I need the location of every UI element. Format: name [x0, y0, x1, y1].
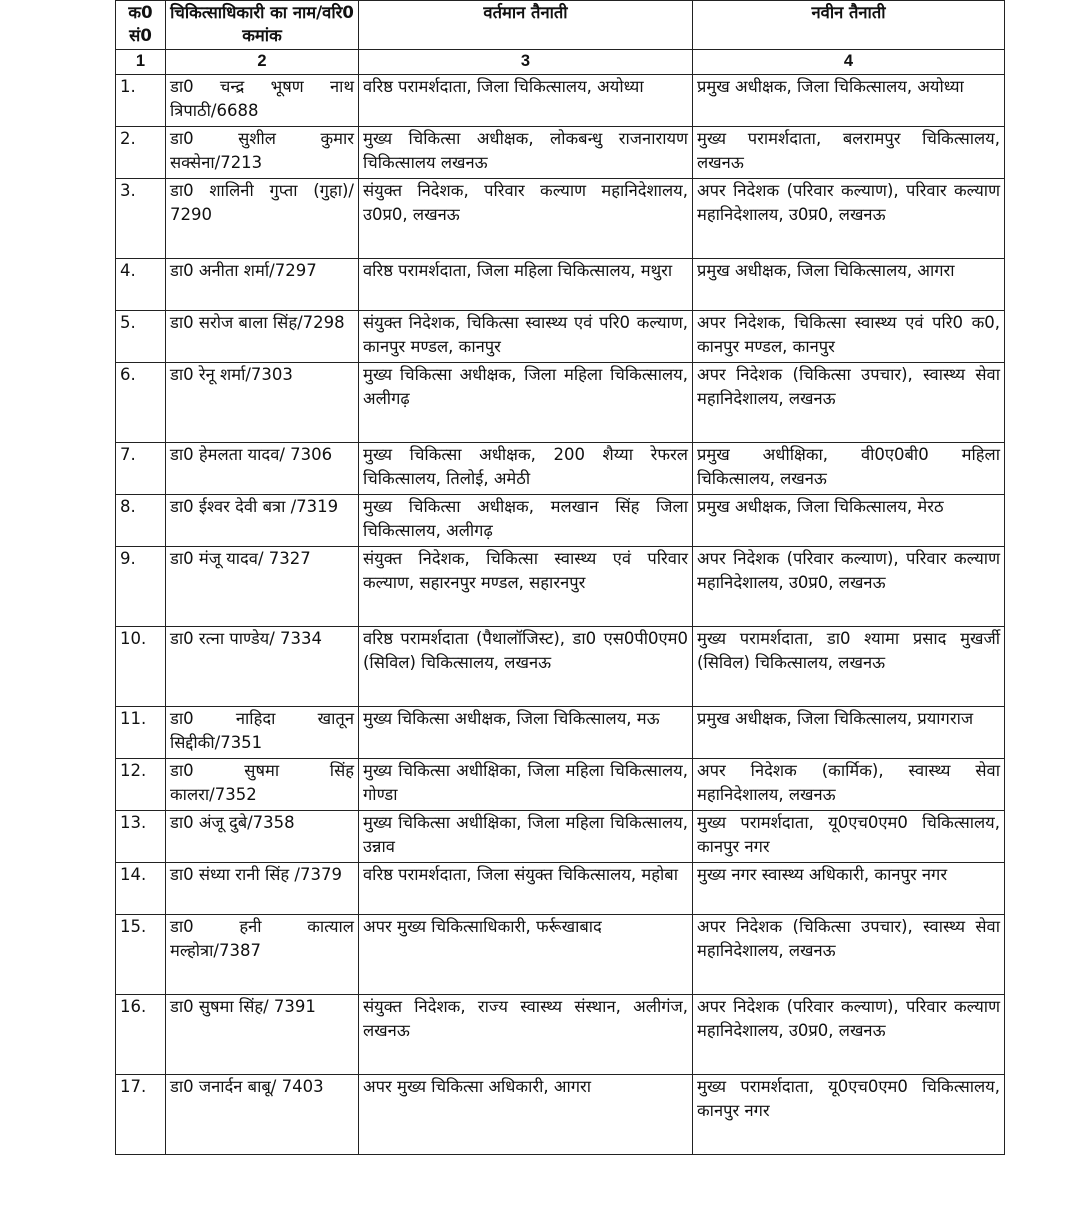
table-row	[116, 759, 1005, 811]
current-posting: संयुक्त निदेशक, राज्य स्वास्थ्य संस्थान, अलीगंज, लखनऊ	[359, 995, 693, 1075]
current-posting: मुख्य चिकित्सा अधीक्षक, जिला महिला चिकित्सालय, अलीगढ़	[359, 363, 693, 443]
new-posting: अपर निदेशक (परिवार कल्याण), परिवार कल्याण महानिदेशालय, उ0प्र0, लखनऊ	[693, 179, 1005, 259]
column-number: 2	[166, 50, 359, 75]
table-row	[116, 75, 1005, 127]
new-posting: मुख्य परामर्शदाता, यू0एच0एम0 चिकित्सालय, कानपुर नगर	[693, 1075, 1005, 1155]
column-number: 4	[693, 50, 1005, 75]
current-posting: मुख्य चिकित्सा अधीक्षक, 200 शैय्या रेफरल चिकित्सालय, तिलोई, अमेठी	[359, 443, 693, 495]
officer-name: डा0 संध्या रानी सिंह /7379	[166, 863, 359, 915]
new-posting: अपर निदेशक, चिकित्सा स्वास्थ्य एवं परि0 क0, कानपुर मण्डल, कानपुर	[693, 311, 1005, 363]
new-posting: मुख्य नगर स्वास्थ्य अधिकारी, कानपुर नगर	[693, 863, 1005, 915]
table-row	[116, 547, 1005, 627]
new-posting: मुख्य परामर्शदाता, यू0एच0एम0 चिकित्सालय, कानपुर नगर	[693, 811, 1005, 863]
header-officer-name: चिकित्साधिकारी का नाम/वरि0 कमांक	[166, 1, 359, 50]
table-row	[116, 863, 1005, 915]
table-row	[116, 311, 1005, 363]
serial-number: 3.	[116, 179, 166, 259]
officer-name: डा0 सुषमा सिंह कालरा/7352	[166, 759, 359, 811]
new-posting: प्रमुख अधीक्षक, जिला चिकित्सालय, आगरा	[693, 259, 1005, 311]
officer-name: डा0 हेमलता यादव/ 7306	[166, 443, 359, 495]
officer-name: डा0 चन्द्र भूषण नाथ त्रिपाठी/6688	[166, 75, 359, 127]
serial-number: 9.	[116, 547, 166, 627]
current-posting: संयुक्त निदेशक, चिकित्सा स्वास्थ्य एवं परि0 कल्याण, कानपुर मण्डल, कानपुर	[359, 311, 693, 363]
officer-name: डा0 रेनू शर्मा/7303	[166, 363, 359, 443]
transfer-table	[115, 0, 1005, 1155]
officer-name: डा0 मंजू यादव/ 7327	[166, 547, 359, 627]
serial-number: 5.	[116, 311, 166, 363]
table-header-row	[116, 1, 1005, 50]
new-posting: अपर निदेशक (परिवार कल्याण), परिवार कल्याण महानिदेशालय, उ0प्र0, लखनऊ	[693, 995, 1005, 1075]
table-row	[116, 127, 1005, 179]
serial-number: 8.	[116, 495, 166, 547]
officer-name: डा0 सुषमा सिंह/ 7391	[166, 995, 359, 1075]
table-row	[116, 915, 1005, 995]
new-posting: अपर निदेशक (चिकित्सा उपचार), स्वास्थ्य सेवा महानिदेशालय, लखनऊ	[693, 915, 1005, 995]
new-posting: मुख्य परामर्शदाता, बलरामपुर चिकित्सालय, लखनऊ	[693, 127, 1005, 179]
officer-name: डा0 नाहिदा खातून सिद्दीकी/7351	[166, 707, 359, 759]
current-posting: वरिष्ठ परामर्शदाता, जिला महिला चिकित्सालय, मथुरा	[359, 259, 693, 311]
serial-number: 17.	[116, 1075, 166, 1155]
new-posting: प्रमुख अधीक्षिका, वी0ए0बी0 महिला चिकित्सालय, लखनऊ	[693, 443, 1005, 495]
table-row	[116, 1075, 1005, 1155]
officer-name: डा0 जनार्दन बाबू/ 7403	[166, 1075, 359, 1155]
serial-number: 15.	[116, 915, 166, 995]
table-body	[116, 75, 1005, 1155]
serial-number: 10.	[116, 627, 166, 707]
serial-number: 11.	[116, 707, 166, 759]
serial-number: 2.	[116, 127, 166, 179]
current-posting: मुख्य चिकित्सा अधीक्षक, लोकबन्धु राजनारायण चिकित्सालय लखनऊ	[359, 127, 693, 179]
current-posting: मुख्य चिकित्सा अधीक्षक, जिला चिकित्सालय, मऊ	[359, 707, 693, 759]
current-posting: वरिष्ठ परामर्शदाता (पैथालॉजिस्ट), डा0 एस0पी0एम0 (सिविल) चिकित्सालय, लखनऊ	[359, 627, 693, 707]
serial-number: 4.	[116, 259, 166, 311]
new-posting: प्रमुख अधीक्षक, जिला चिकित्सालय, मेरठ	[693, 495, 1005, 547]
current-posting: अपर मुख्य चिकित्सा अधिकारी, आगरा	[359, 1075, 693, 1155]
current-posting: संयुक्त निदेशक, परिवार कल्याण महानिदेशालय, उ0प्र0, लखनऊ	[359, 179, 693, 259]
header-serial: क0 सं0	[116, 1, 166, 50]
serial-number: 12.	[116, 759, 166, 811]
new-posting: अपर निदेशक (कार्मिक), स्वास्थ्य सेवा महानिदेशालय, लखनऊ	[693, 759, 1005, 811]
current-posting: मुख्य चिकित्सा अधीक्षिका, जिला महिला चिकित्सालय, उन्नाव	[359, 811, 693, 863]
new-posting: मुख्य परामर्शदाता, डा0 श्यामा प्रसाद मुखर्जी (सिविल) चिकित्सालय, लखनऊ	[693, 627, 1005, 707]
new-posting: अपर निदेशक (परिवार कल्याण), परिवार कल्याण महानिदेशालय, उ0प्र0, लखनऊ	[693, 547, 1005, 627]
table-row	[116, 443, 1005, 495]
officer-name: डा0 रत्ना पाण्डेय/ 7334	[166, 627, 359, 707]
column-number: 3	[359, 50, 693, 75]
column-number-row	[116, 50, 1005, 75]
header-current-posting: वर्तमान तैनाती	[359, 1, 693, 50]
serial-number: 16.	[116, 995, 166, 1075]
table-row	[116, 811, 1005, 863]
officer-name: डा0 शालिनी गुप्ता (गुहा)/ 7290	[166, 179, 359, 259]
current-posting: मुख्य चिकित्सा अधीक्षिका, जिला महिला चिकित्सालय, गोण्डा	[359, 759, 693, 811]
serial-number: 6.	[116, 363, 166, 443]
table-row	[116, 995, 1005, 1075]
new-posting: प्रमुख अधीक्षक, जिला चिकित्सालय, प्रयागराज	[693, 707, 1005, 759]
serial-number: 13.	[116, 811, 166, 863]
table-row	[116, 363, 1005, 443]
officer-name: डा0 हनी कात्याल मल्होत्रा/7387	[166, 915, 359, 995]
new-posting: अपर निदेशक (चिकित्सा उपचार), स्वास्थ्य सेवा महानिदेशालय, लखनऊ	[693, 363, 1005, 443]
table-row	[116, 259, 1005, 311]
header-new-posting: नवीन तैनाती	[693, 1, 1005, 50]
current-posting: वरिष्ठ परामर्शदाता, जिला संयुक्त चिकित्सालय, महोबा	[359, 863, 693, 915]
current-posting: अपर मुख्य चिकित्साधिकारी, फर्रूखाबाद	[359, 915, 693, 995]
officer-name: डा0 अनीता शर्मा/7297	[166, 259, 359, 311]
officer-name: डा0 अंजू दुबे/7358	[166, 811, 359, 863]
serial-number: 1.	[116, 75, 166, 127]
current-posting: संयुक्त निदेशक, चिकित्सा स्वास्थ्य एवं परिवार कल्याण, सहारनपुर मण्डल, सहारनपुर	[359, 547, 693, 627]
current-posting: मुख्य चिकित्सा अधीक्षक, मलखान सिंह जिला चिकित्सालय, अलीगढ़	[359, 495, 693, 547]
serial-number: 7.	[116, 443, 166, 495]
officer-name: डा0 सरोज बाला सिंह/7298	[166, 311, 359, 363]
new-posting: प्रमुख अधीक्षक, जिला चिकित्सालय, अयोध्या	[693, 75, 1005, 127]
table-row	[116, 495, 1005, 547]
column-number: 1	[116, 50, 166, 75]
officer-name: डा0 ईश्वर देवी बत्रा /7319	[166, 495, 359, 547]
table-row	[116, 707, 1005, 759]
table-row	[116, 179, 1005, 259]
serial-number: 14.	[116, 863, 166, 915]
table-row	[116, 627, 1005, 707]
officer-name: डा0 सुशील कुमार सक्सेना/7213	[166, 127, 359, 179]
current-posting: वरिष्ठ परामर्शदाता, जिला चिकित्सालय, अयोध्या	[359, 75, 693, 127]
